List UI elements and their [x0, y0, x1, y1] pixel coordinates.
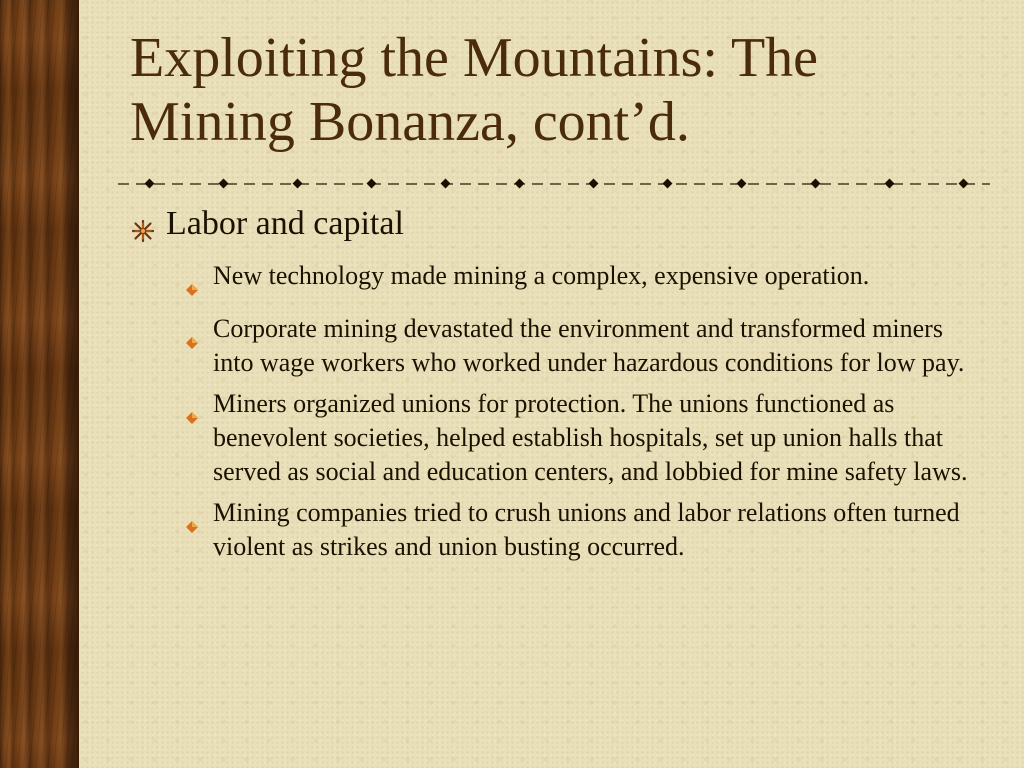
- title-line-2: Mining Bonanza, cont’d.: [130, 91, 690, 153]
- list-item-text: New technology made mining a complex, expensive operation.: [213, 261, 870, 290]
- list-item-text: Mining companies tried to crush unions and labor relations often turned violent as strikes and union busting occurred.: [213, 498, 960, 561]
- asterisk-star-bullet-icon: [130, 203, 166, 254]
- list-item-text: Corporate mining devastated the environment and transformed miners into wage workers who worked under hazardous conditions for low pay.: [213, 314, 965, 377]
- title-divider: [118, 176, 990, 192]
- wood-border-strip: [0, 0, 79, 768]
- level1-bullet-text: Labor and capital: [166, 205, 404, 242]
- list-item: [186, 312, 980, 380]
- list-item-text: Miners organized unions for protection. The unions functioned as benevolent societies, helped establish hospitals, set up union halls that served as social and education centers, and lobbied for mine safety laws.: [213, 389, 968, 486]
- diamond-bullet-icon: [186, 259, 213, 305]
- diamond-bullet-icon: [186, 387, 213, 433]
- diamond-bullet-icon: [186, 312, 213, 358]
- diamond-bullet-icon: [186, 496, 213, 542]
- list-item: [186, 496, 980, 564]
- slide-body: [130, 203, 980, 571]
- list-item: [186, 259, 980, 305]
- list-item: [186, 387, 980, 489]
- slide-title: [130, 26, 990, 154]
- sub-bullet-list: [186, 259, 980, 564]
- level1-bullet-item: [130, 203, 980, 254]
- title-line-1: Exploiting the Mountains: The: [130, 27, 819, 89]
